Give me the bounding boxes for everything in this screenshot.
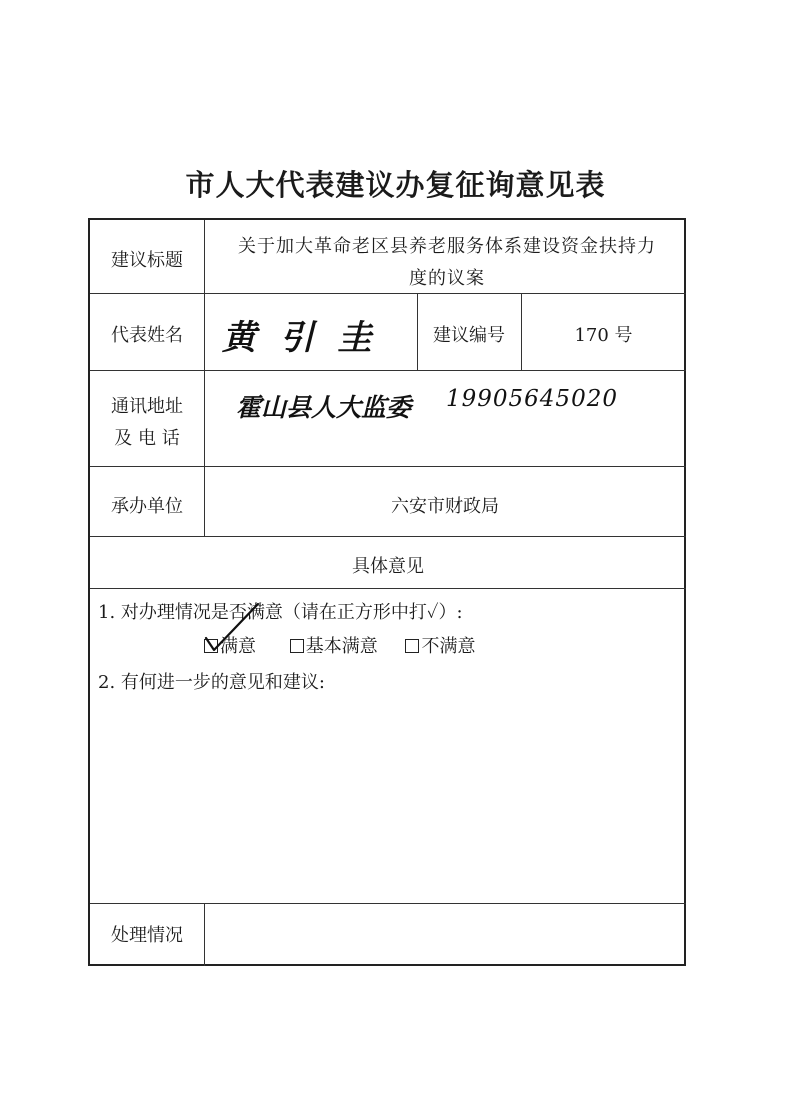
contact-label-line2: 及 电 话: [114, 428, 180, 449]
feedback-form-table: [88, 218, 686, 966]
option-satisfied[interactable]: 满意: [204, 636, 262, 657]
divider: [90, 293, 686, 294]
opinion-header: 具体意见: [352, 556, 424, 577]
suggestion-title-value-line1: 关于加大革命老区县养老服务体系建设资金扶持力: [238, 236, 656, 257]
processing-status-label: 处理情况: [111, 925, 183, 946]
suggestion-number-value: 170 号: [574, 325, 633, 346]
divider: [90, 370, 686, 371]
form-title: 市人大代表建议办复征询意见表: [185, 168, 606, 202]
option-not-satisfied[interactable]: 不满意: [405, 636, 475, 657]
divider: [90, 466, 686, 467]
contact-label-line1: 通讯地址: [111, 396, 183, 417]
handwritten-address: 霍山县人大监委: [236, 393, 412, 422]
suggestion-title-label: 建议标题: [111, 250, 183, 271]
question-satisfaction: 1. 对办理情况是否满意（请在正方形中打✓）:: [98, 602, 463, 623]
checkbox-basically-satisfied[interactable]: [290, 639, 304, 653]
handling-unit-label: 承办单位: [111, 496, 183, 517]
handwritten-phone: 19905645020: [446, 386, 618, 412]
divider: [90, 536, 686, 537]
checkbox-not-satisfied[interactable]: [405, 639, 419, 653]
question-further-suggestions: 2. 有何进一步的意见和建议:: [98, 672, 325, 693]
check-mark-icon: [200, 598, 270, 658]
divider: [204, 903, 205, 966]
divider: [204, 220, 205, 536]
representative-name-label: 代表姓名: [111, 325, 183, 346]
option-basically-satisfied[interactable]: 基本满意: [290, 636, 384, 657]
representative-signature: 黄 引 圭: [222, 318, 378, 358]
divider: [90, 903, 686, 904]
suggestion-title-value-line2: 度的议案: [409, 268, 485, 289]
handling-unit-value: 六安市财政局: [391, 496, 499, 517]
suggestion-number-label: 建议编号: [433, 325, 505, 346]
divider: [90, 588, 686, 589]
